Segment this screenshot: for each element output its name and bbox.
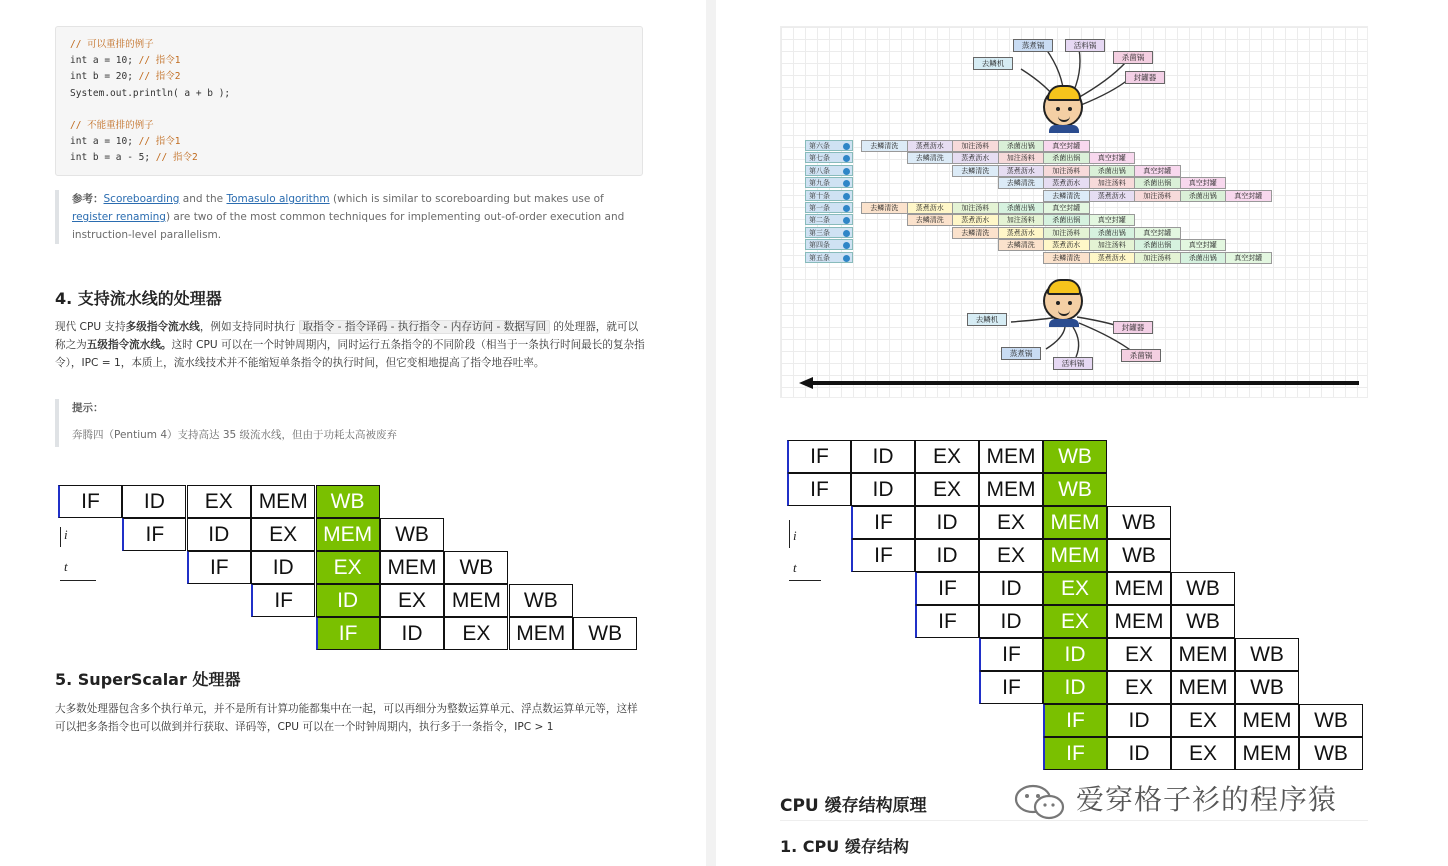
shirt	[1049, 319, 1079, 327]
pipeline-step: 杀菌出锅	[998, 202, 1045, 214]
pipeline-stage-cell: WB	[444, 551, 508, 584]
code-comment: // 不能重排的例子	[70, 119, 154, 131]
task-box: 活料锅	[1053, 357, 1093, 370]
row-status-icon	[843, 242, 850, 249]
section-4-heading: 4. 支持流水线的处理器	[55, 289, 222, 308]
code-line: System.out.println( a + b );	[70, 87, 231, 99]
code-block	[55, 26, 643, 176]
pipeline-step: 加注汤料	[1134, 252, 1181, 264]
worker-avatar	[1043, 281, 1083, 321]
task-box: 蒸煮锅	[1013, 39, 1053, 52]
axis-i-label: i	[64, 527, 68, 542]
pipeline-stage-cell: IF	[787, 440, 851, 473]
pipeline-stage-cell: ID	[251, 551, 315, 584]
tip-quote	[55, 399, 643, 447]
pipeline-stage-cell: WB	[316, 485, 380, 518]
pipeline-step: 杀菌出锅	[1089, 165, 1136, 177]
section-5-paragraph: 大多数处理器包含多个执行单元，并不是所有计算功能都集中在一起，可以再细分为整数运算单元、浮点数运算单元等，这样可以把多条指令也可以做到并行获取、译码等，CPU 可以在一个时钟周期内，执行多于一条指令，IPC > 1	[55, 703, 638, 733]
pipeline-stage-cell: IF	[979, 671, 1043, 704]
pipeline-stage-cell: IF	[58, 485, 122, 518]
pipeline-step: 蒸煮沥水	[1043, 239, 1090, 251]
para-bold: 五级指令流水线。	[86, 339, 172, 351]
pipeline-stage-cell: ID	[1107, 704, 1171, 737]
pipeline-step: 蒸煮沥水	[1089, 190, 1136, 202]
pipeline-step: 杀菌出锅	[998, 140, 1045, 152]
pipeline-stage-cell: WB	[1299, 704, 1363, 737]
reference-text: (which is similar to scoreboarding but makes use of	[329, 193, 604, 205]
task-row-label: 第十条	[805, 190, 853, 201]
pipeline-stage-cell: IF	[122, 518, 186, 551]
pipeline-stage-cell: MEM	[979, 473, 1043, 506]
pipeline-stage-cell: EX	[187, 485, 251, 518]
cpu-cache-heading: CPU 缓存结构原理	[780, 796, 927, 816]
connector-line	[1046, 327, 1065, 349]
pipeline-stage-cell: ID	[380, 617, 444, 650]
eye	[1068, 301, 1072, 305]
row-status-icon	[843, 205, 850, 212]
pipeline-step: 加注汤料	[1043, 165, 1090, 177]
pipeline-stage-cell: WB	[1235, 671, 1299, 704]
pipeline-stage-cell: ID	[316, 584, 380, 617]
task-box: 封罐器	[1125, 71, 1165, 84]
axis-t-label: t	[64, 559, 68, 574]
pipeline-stage-cell: ID	[1107, 737, 1171, 770]
connector-line	[1076, 62, 1126, 99]
pipeline-step: 去鳞清洗	[907, 214, 954, 226]
register-renaming-link[interactable]: register renaming	[72, 211, 166, 223]
pipeline-stage-cell: ID	[851, 440, 915, 473]
pipeline-step: 蒸煮沥水	[907, 140, 954, 152]
hard-hat	[1047, 85, 1081, 101]
row-status-icon	[843, 193, 850, 200]
pipeline-stage-cell: WB	[573, 617, 637, 650]
task-row-label: 第一条	[805, 202, 853, 213]
pipeline-step: 杀菌出锅	[1180, 252, 1227, 264]
task-row-label: 第五条	[805, 252, 853, 263]
hard-hat	[1047, 279, 1081, 295]
pipeline-step: 杀菌出锅	[1089, 227, 1136, 239]
pipeline-step: 真空封罐	[1043, 202, 1090, 214]
pipeline-stage-cell: ID	[979, 572, 1043, 605]
pipeline-stage-cell: EX	[251, 518, 315, 551]
mouth	[1058, 116, 1070, 122]
pipeline-step: 真空封罐	[1089, 214, 1136, 226]
pipeline-stage-cell: WB	[1171, 605, 1235, 638]
pipeline-stage-cell: EX	[316, 551, 380, 584]
row-status-icon	[843, 230, 850, 237]
pipeline-stage-cell: EX	[1171, 704, 1235, 737]
pipeline-stage-cell: WB	[1043, 473, 1107, 506]
pipeline-stage-cell: MEM	[444, 584, 508, 617]
para-bold: 多级指令流水线	[125, 321, 200, 333]
task-box: 活料锅	[1065, 39, 1105, 52]
pipeline-stage-cell: WB	[1171, 572, 1235, 605]
eye	[1056, 107, 1060, 111]
pipeline-stage-cell: MEM	[1235, 737, 1299, 770]
pipeline-stage-cell: IF	[851, 539, 915, 572]
pipeline-diagram-5-stage	[58, 485, 648, 650]
pipeline-step: 加注汤料	[1089, 177, 1136, 189]
pipeline-step: 去鳞清洗	[998, 239, 1045, 251]
pipeline-step: 蒸煮沥水	[998, 165, 1045, 177]
task-row-label: 第三条	[805, 227, 853, 238]
pipeline-step: 真空封罐	[1134, 227, 1181, 239]
pipeline-step: 杀菌出锅	[1134, 177, 1181, 189]
left-article-page	[0, 0, 706, 866]
pipeline-step: 真空封罐	[1089, 152, 1136, 164]
code-comment: // 可以重排的例子	[70, 39, 154, 50]
inline-code: 取指令 - 指令译码 - 执行指令 - 内存访问 - 数据写回	[299, 320, 551, 334]
code-line: int b = a - 5; // 指令2	[70, 152, 198, 164]
pipeline-stage-cell: EX	[1171, 737, 1235, 770]
pipeline-stage-cell: EX	[1043, 572, 1107, 605]
task-row-label: 第九条	[805, 177, 853, 188]
pipeline-stage-cell: MEM	[1171, 671, 1235, 704]
pipeline-step: 去鳞清洗	[952, 165, 999, 177]
pipeline-stage-cell: EX	[1107, 638, 1171, 671]
pipeline-stage-cell: ID	[915, 506, 979, 539]
pipeline-stage-cell: EX	[979, 539, 1043, 572]
pipeline-step: 蒸煮沥水	[952, 214, 999, 226]
reference-quote	[55, 190, 643, 244]
pipeline-stage-cell: MEM	[1043, 539, 1107, 572]
pipeline-step: 去鳞清洗	[907, 152, 954, 164]
pipeline-stage-cell: MEM	[1107, 605, 1171, 638]
pipeline-stage-cell: EX	[979, 506, 1043, 539]
section-5-heading: 5. SuperScalar 处理器	[55, 670, 241, 689]
pipeline-stage-cell: EX	[915, 440, 979, 473]
row-status-icon	[843, 217, 850, 224]
pipeline-step: 加注汤料	[952, 202, 999, 214]
connector-line	[1073, 327, 1079, 357]
arrow-head	[799, 377, 813, 389]
pipeline-step: 去鳞清洗	[1043, 252, 1090, 264]
pipeline-stage-cell: IF	[979, 638, 1043, 671]
pipeline-step: 杀菌出锅	[1043, 214, 1090, 226]
pipeline-stage-cell: IF	[787, 473, 851, 506]
pipeline-stage-cell: MEM	[1043, 506, 1107, 539]
pipeline-stage-cell: IF	[316, 617, 380, 650]
scoreboarding-link[interactable]: Scoreboarding	[103, 193, 180, 205]
pipeline-stage-cell: IF	[187, 551, 251, 584]
task-box: 杀菌锅	[1113, 51, 1153, 64]
pipeline-stage-cell: IF	[251, 584, 315, 617]
pipeline-stage-cell: WB	[509, 584, 573, 617]
pipeline-step: 加注汤料	[1089, 239, 1136, 251]
pipeline-stage-cell: EX	[380, 584, 444, 617]
tip-label: 提示：	[72, 402, 104, 414]
reference-text: and the	[179, 193, 227, 205]
pipeline-step: 去鳞清洗	[861, 140, 908, 152]
pipeline-step: 加注汤料	[998, 214, 1045, 226]
pipeline-step: 加注汤料	[1043, 227, 1090, 239]
pipeline-stage-cell: ID	[187, 518, 251, 551]
pipeline-step: 杀菌出锅	[1180, 190, 1227, 202]
section-4-paragraph	[55, 318, 645, 372]
pipeline-stage-cell: IF	[1043, 737, 1107, 770]
para-text: 这时 CPU 可以在一个时钟周期内，同时运行五条指令的不同阶段（相当于一条执行时间最长的复杂指令），IPC = 1，本质上，流水线技术并不能缩短单条指令的执行时间，但它变相地提高了指令地吞吐率。	[55, 339, 645, 369]
pipeline-stage-cell: WB	[380, 518, 444, 551]
pipeline-stage-cell: WB	[1043, 440, 1107, 473]
pipeline-step: 加注汤料	[998, 152, 1045, 164]
pipeline-stage-cell: ID	[915, 539, 979, 572]
pipeline-step: 杀菌出锅	[1043, 152, 1090, 164]
pipeline-step: 加注汤料	[1134, 190, 1181, 202]
code-line: int a = 10; // 指令1	[70, 136, 181, 148]
task-box: 去鳞机	[967, 313, 1007, 326]
pipeline-step: 真空封罐	[1225, 252, 1272, 264]
pipeline-step: 蒸煮沥水	[907, 202, 954, 214]
axis-t-line	[789, 580, 821, 581]
axis-i-line	[789, 520, 790, 548]
pipeline-step: 真空封罐	[1180, 239, 1227, 251]
axis-i-line	[60, 527, 61, 547]
pipeline-stage-cell: ID	[851, 473, 915, 506]
pipeline-stage-cell: IF	[915, 572, 979, 605]
pipeline-stage-cell: WB	[1235, 638, 1299, 671]
pipeline-stage-cell: ID	[1043, 671, 1107, 704]
cpu-cache-subheading: 1. CPU 缓存结构	[780, 837, 909, 856]
row-status-icon	[843, 168, 850, 175]
pipeline-step: 蒸煮沥水	[998, 227, 1045, 239]
task-row-label: 第六条	[805, 140, 853, 151]
pipeline-stage-cell: WB	[1107, 506, 1171, 539]
pipeline-stage-cell: MEM	[251, 485, 315, 518]
task-row-label: 第七条	[805, 152, 853, 163]
pipeline-stage-cell: EX	[1107, 671, 1171, 704]
pipeline-stage-cell: MEM	[509, 617, 573, 650]
pipeline-step: 去鳞清洗	[1043, 190, 1090, 202]
shirt	[1049, 125, 1079, 133]
pipeline-stage-cell: EX	[1043, 605, 1107, 638]
canning-pipeline-illustration	[780, 26, 1368, 398]
pipeline-stage-cell: ID	[979, 605, 1043, 638]
pipeline-step: 真空封罐	[1225, 190, 1272, 202]
pipeline-stage-cell: MEM	[979, 440, 1043, 473]
code-blank-line	[70, 102, 628, 118]
reference-text: ) are two of the most common techniques for implementing out-of-order execution and instruction-level parallelism.	[72, 211, 625, 241]
pipeline-stage-cell: EX	[444, 617, 508, 650]
task-box: 杀菌锅	[1121, 349, 1161, 362]
row-status-icon	[843, 155, 850, 162]
task-row-label: 第二条	[805, 214, 853, 225]
wechat-icon	[1012, 782, 1070, 822]
tip-text: 奔腾四（Pentium 4）支持高达 35 级流水线，但由于功耗太高被废弃	[72, 429, 398, 441]
axis-t-label: t	[793, 560, 797, 575]
row-status-icon	[843, 180, 850, 187]
pipeline-step: 真空封罐	[1043, 140, 1090, 152]
pipeline-step: 蒸煮沥水	[1089, 252, 1136, 264]
eye	[1068, 107, 1072, 111]
pipeline-step: 蒸煮沥水	[1043, 177, 1090, 189]
pipeline-stage-cell: IF	[851, 506, 915, 539]
axis-t-line	[60, 580, 96, 581]
pipeline-step: 去鳞清洗	[998, 177, 1045, 189]
pipeline-step: 真空封罐	[1134, 165, 1181, 177]
pipeline-diagram-superscalar	[787, 440, 1367, 774]
pipeline-stage-cell: MEM	[1107, 572, 1171, 605]
pipeline-stage-cell: IF	[1043, 704, 1107, 737]
code-line: int a = 10; // 指令1	[70, 55, 181, 67]
pipeline-step: 加注汤料	[952, 140, 999, 152]
para-text: 现代 CPU 支持	[55, 321, 126, 333]
pipeline-stage-cell: WB	[1299, 737, 1363, 770]
pipeline-step: 去鳞清洗	[952, 227, 999, 239]
worker-avatar	[1043, 87, 1083, 127]
pipeline-stage-cell: MEM	[1235, 704, 1299, 737]
pipeline-stage-cell: ID	[122, 485, 186, 518]
para-text: 的处理器，就可以称之为	[55, 321, 639, 351]
reference-label: 参考：	[72, 193, 104, 205]
task-box: 封罐器	[1113, 321, 1153, 334]
pipeline-stage-cell: WB	[1107, 539, 1171, 572]
pipeline-stage-cell: MEM	[1171, 638, 1235, 671]
pipeline-stage-cell: ID	[1043, 638, 1107, 671]
pipeline-step: 真空封罐	[1180, 177, 1227, 189]
eye	[1056, 301, 1060, 305]
tomasulo-link[interactable]: Tomasulo algorithm	[226, 193, 330, 205]
pipeline-stage-cell: EX	[915, 473, 979, 506]
pipeline-stage-cell: MEM	[316, 518, 380, 551]
task-row-label: 第八条	[805, 165, 853, 176]
pipeline-stage-cell: MEM	[380, 551, 444, 584]
mouth	[1058, 310, 1070, 316]
task-row-label: 第四条	[805, 239, 853, 250]
pipeline-stage-cell: IF	[915, 605, 979, 638]
axis-i-label: i	[793, 528, 797, 543]
pipeline-step: 杀菌出锅	[1134, 239, 1181, 251]
task-box: 蒸煮锅	[1001, 347, 1041, 360]
code-line: int b = 20; // 指令2	[70, 71, 181, 83]
para-text: ，例如支持同时执行	[199, 321, 299, 333]
watermark-text: 爱穿格子衫的程序猿	[1076, 783, 1338, 816]
row-status-icon	[843, 143, 850, 150]
task-box: 去鳞机	[973, 57, 1013, 70]
pipeline-step: 去鳞清洗	[861, 202, 908, 214]
pipeline-step: 蒸煮沥水	[952, 152, 999, 164]
row-status-icon	[843, 255, 850, 262]
